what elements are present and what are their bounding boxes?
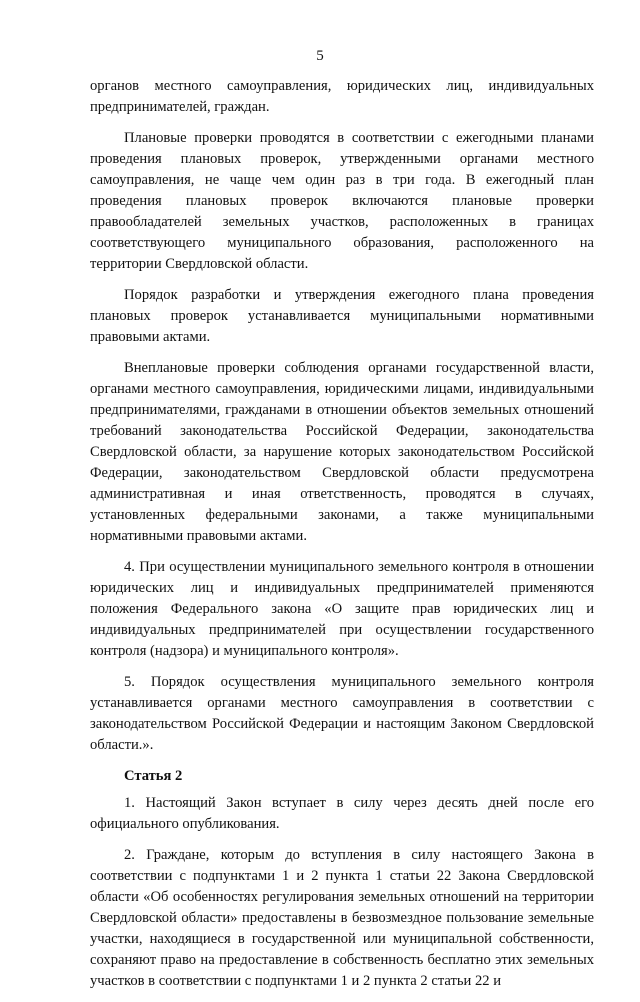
document-body [90, 76, 594, 1002]
article-heading: Статья 2 [124, 768, 183, 784]
paragraph-planned-inspections: Плановые проверки проводятся в соответствии с ежегодными планами проведения плановых проверок, утвержденными органами местного самоуправления, не чаще чем один раз в три года. В ежегодный план проведения плановых проверок включаются плановые проверки правообладателей земельных участков, расположенных в границах соответствующего муниципального образования, расположенного на территории Свердловской области. [90, 130, 594, 272]
paragraph-item-5: 5. Порядок осуществления муниципального земельного контроля устанавливается органами местного самоуправления в соответствии с законодательством Российской Федерации и настоящим Законом Свердловской области.». [90, 674, 594, 753]
article-paragraph-1: 1. Настоящий Закон вступает в силу через десять дней после его официального опубликования. [90, 795, 594, 832]
article-paragraph-2: 2. Граждане, которым до вступления в силу настоящего Закона в соответствии с подпунктами 1 и 2 пункта 1 статьи 22 Закона Свердловской области «Об особенностях регулирования земельных отношений на территории Свердловской области» предоставлены в безвозмездное пользование земельные участки, находящиеся в государственной или муниципальной собственности, сохраняют право на предоставление в собственность бесплатно этих земельных участков в соответствии с подпунктами 1 и 2 пункта 2 статьи 22 и [90, 847, 594, 989]
paragraph-continuation: органов местного самоуправления, юридических лиц, индивидуальных предпринимателей, граждан. [90, 78, 594, 115]
paragraph-unscheduled-inspections: Внеплановые проверки соблюдения органами государственной власти, органами местного самоуправления, юридическими лицами, индивидуальными предпринимателями, гражданами в отношении объектов земельных отношений требований законодательства Российской Федерации, законодательства Свердловской области, за нарушение которых законодательством Российской Федерации, законодательством Свердловской области предусмотрена административная и иная ответственность, проводятся в случаях, установленных федеральными законами, а также муниципальными нормативными правовыми актами. [90, 360, 594, 544]
paragraph-item-4: 4. При осуществлении муниципального земельного контроля в отношении юридических лиц и индивидуальных предпринимателей применяются положения Федерального закона «О защите прав юридических лиц и индивидуальных предпринимателей при осуществлении государственного контроля (надзора) и муниципального контроля». [90, 559, 594, 659]
paragraph-annual-plan-procedure: Порядок разработки и утверждения ежегодного плана проведения плановых проверок устанавливается муниципальными нормативными правовыми актами. [90, 287, 594, 345]
page-number: 5 [316, 48, 324, 64]
